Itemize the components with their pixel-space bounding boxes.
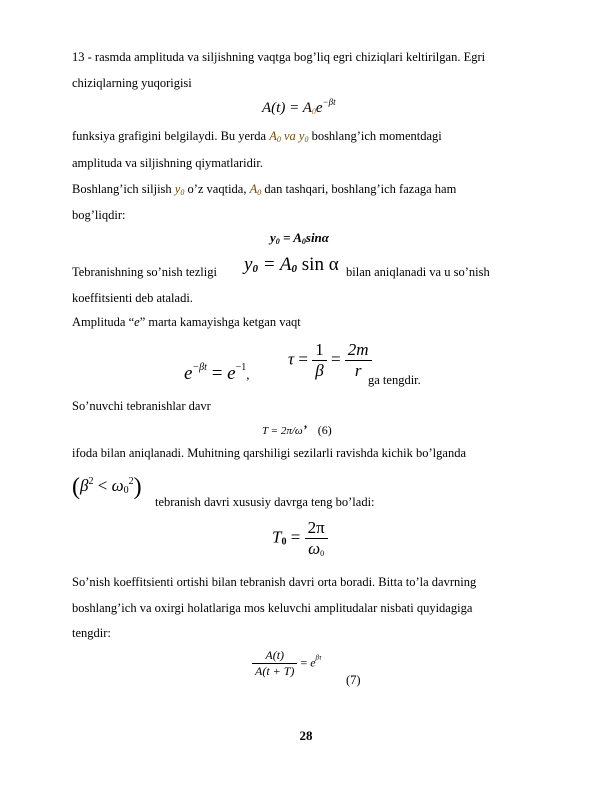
formula-natural-period: $T_0$ = $\frac{2\pi}{\omega_0}$	[272, 518, 328, 559]
paragraph-line: amplituda va siljishning qiymatlaridir.	[72, 156, 263, 170]
paragraph-line: Tebranishning so’nish tezligi	[72, 265, 217, 279]
equation-number: (7)	[346, 673, 361, 687]
paragraph-line: Amplituda “e” marta kamayishga ketgan vaqt	[72, 315, 301, 329]
formula-amplitude-ratio: $\frac{A(t)}{A(t + T)}$ = $e^{\beta\tau}$	[252, 648, 322, 679]
paragraph-line: So’nish koeffitsienti ortishi bilan tebranish davri orta boradi. Bitta to’la davrning	[72, 575, 477, 589]
paragraph-line: 13 - rasmda amplituda va siljishning vaqtga bog’liq egri chiziqlari keltirilgan. Egri	[72, 50, 486, 64]
paragraph-line: funksiya grafigini belgilaydi. Bu yerda $A_0$ va $y_0$ boshlang’ich momentdagi	[72, 129, 442, 144]
page-number: 28	[299, 728, 313, 743]
paragraph-line: koeffitsienti deb ataladi.	[72, 291, 193, 305]
formula-weak-damping: $(\beta^2 < \omega_0^2)$	[72, 474, 142, 500]
formula-decay-rate: y0 = A0 sin α	[244, 254, 339, 275]
paragraph-line: tengdir:	[72, 626, 111, 640]
paragraph-line: Boshlang’ich siljish $y_0$ o’z vaqtida, $A_0$ dan tashqari, boshlang’ich fazaga ham	[72, 182, 457, 197]
formula-period: T = 2π/ω’ (6)	[262, 422, 332, 437]
formula-e-equality: $e^{-\beta t} = e^{-1}$,	[184, 362, 250, 384]
paragraph-line: bog’liqdir:	[72, 208, 126, 222]
paragraph-line: tebranish davri xususiy davrga teng bo’ladi:	[155, 495, 375, 509]
paragraph-line: boshlang’ich va oxirgi holatlariga mos keluvchi amplitudalar nisbati quyidagiga	[72, 601, 473, 615]
paragraph-line: ifoda bilan aniqlanadi. Muhitning qarshiligi sezilarli ravishda kichik bo’lganda	[72, 446, 467, 460]
paragraph-line: bilan aniqlanadi va u so’nish	[346, 265, 490, 279]
paragraph-line: ga tengdir.	[368, 373, 421, 387]
paragraph-line: chiziqlarning yuqorigisi	[72, 76, 192, 90]
paragraph-line: So’nuvchi tebranishlar davr	[72, 399, 211, 413]
formula-initial-displacement: $y_0 = A_0\sin\alpha$	[270, 230, 329, 246]
formula-tau: τ = $\frac{1}{\beta}$ = $\frac{2m}{r}$	[288, 340, 372, 381]
formula-amplitude-decay: $A(t) = A_0e^{-\beta t}$	[262, 97, 336, 116]
